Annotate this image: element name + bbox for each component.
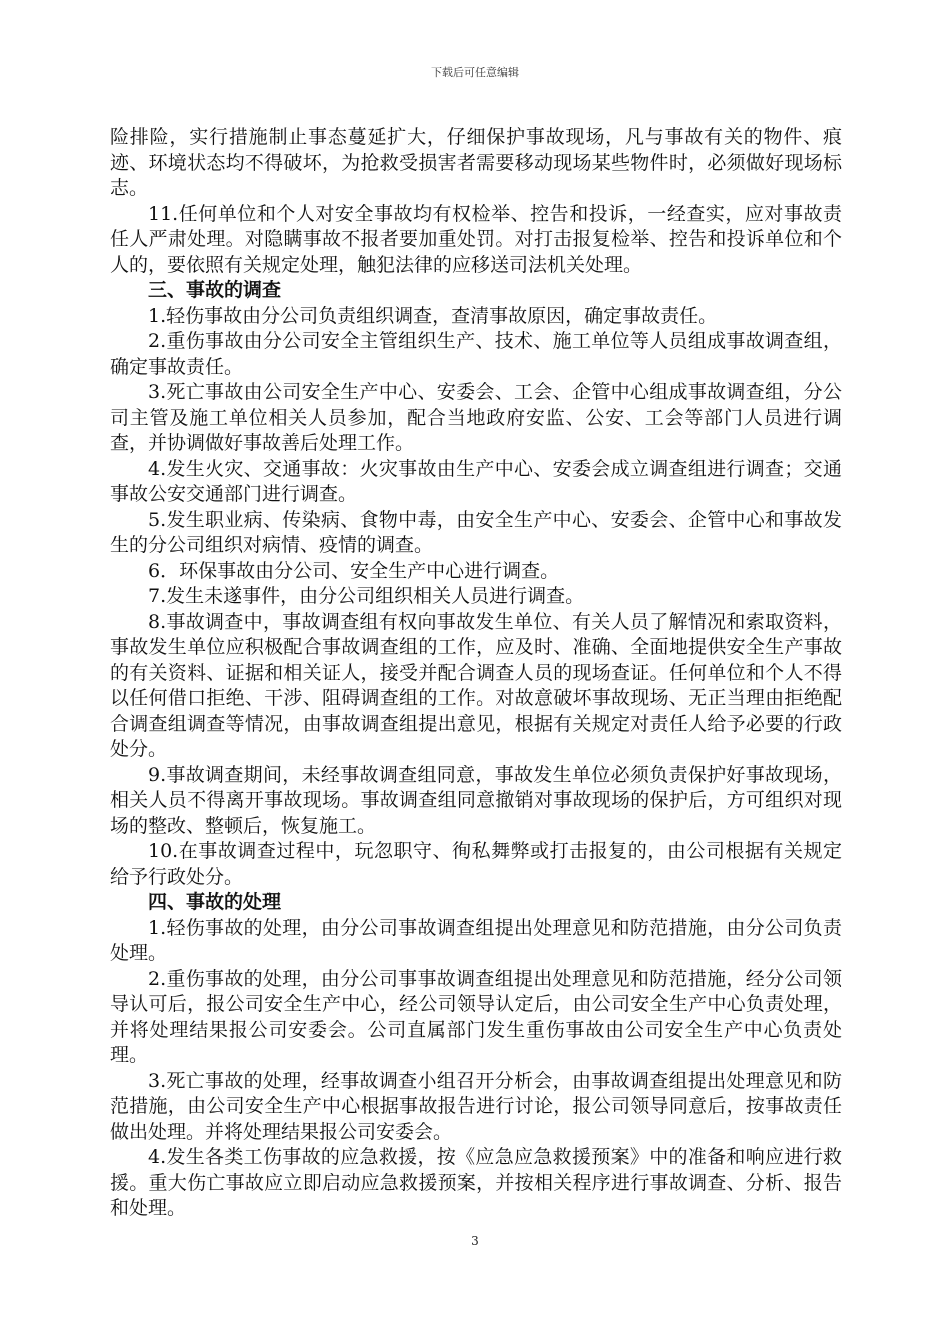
paragraph: 1.轻伤事故的处理，由分公司事故调查组提出处理意见和防范措施，由分公司负责处理。: [110, 916, 842, 964]
paragraph: 险排险，实行措施制止事态蔓延扩大，仔细保护事故现场，凡与事故有关的物件、痕迹、环境状态均不得破坏，为抢救受损害者需要移动现场某些物件时，必须做好现场标志。: [110, 126, 842, 199]
paragraph: 2.重伤事故由分公司安全主管组织生产、技术、施工单位等人员组成事故调查组，确定事故责任。: [110, 330, 842, 378]
paragraph: 11.任何单位和个人对安全事故均有权检举、控告和投诉，一经查实，应对事故责任人严肃处理。对隐瞒事故不报者要加重处罚。对打击报复检举、控告和投诉单位和个人的，要依照有关规定处理，触犯法律的应移送司法机关处理。: [110, 202, 842, 276]
paragraph: 10.在事故调查过程中，玩忽职守、徇私舞弊或打击报复的，由公司根据有关规定给予行政处分。: [110, 840, 842, 888]
paragraph: 3.死亡事故由公司安全生产中心、安委会、工会、企管中心组成事故调查组，分公司主管及施工单位相关人员参加，配合当地政府安监、公安、工会等部门人员进行调查，并协调做好事故善后处理工作。: [110, 381, 842, 454]
paragraph: 3.死亡事故的处理，经事故调查小组召开分析会，由事故调查组提出处理意见和防范措施，由公司安全生产中心根据事故报告进行讨论，报公司领导同意后，按事故责任做出处理。并将处理结果报公司安委会。: [110, 1069, 842, 1143]
page-number: 3: [471, 1234, 479, 1248]
paragraph: 1.轻伤事故由分公司负责组织调查，查清事故原因，确定事故责任。: [148, 304, 718, 327]
section-heading-handling: 四、事故的处理: [148, 891, 282, 913]
paragraph: 4.发生各类工伤事故的应急救援，按《应急应急救援预案》中的准备和响应进行救援。重大伤亡事故应立即启动应急救援预案，并按相关程序进行事故调查、分析、报告和处理。: [110, 1146, 842, 1219]
paragraph: 5.发生职业病、传染病、食物中毒，由安全生产中心、安委会、企管中心和事故发生的分公司组织对病情、疫情的调查。: [110, 508, 842, 556]
paragraph: 9.事故调查期间，未经事故调查组同意，事故发生单位必须负责保护好事故现场，相关人员不得离开事故现场。事故调查组同意撤销对事故现场的保护后，方可组织对现场的整改、整顿后，恢复施工。: [110, 763, 842, 837]
paragraph: 4.发生火灾、交通事故：火灾事故由生产中心、安委会成立调查组进行调查；交通事故公安交通部门进行调查。: [110, 457, 842, 505]
section-heading-investigation: 三、事故的调查: [148, 279, 282, 301]
paragraph: 7.发生未遂事件，由分公司组织相关人员进行调查。: [148, 585, 585, 607]
page-header: 下载后可任意编辑: [431, 66, 519, 79]
paragraph: 2.重伤事故的处理，由分公司事事故调查组提出处理意见和防范措施，经分公司领导认可后，报公司安全生产中心，经公司领导认定后，由公司安全生产中心负责处理，并将处理结果报公司安委会。公司直属部门发生重伤事故由公司安全生产中心负责处理。: [110, 967, 842, 1066]
paragraph: 8.事故调查中，事故调查组有权向事故发生单位、有关人员了解情况和索取资料，事故发生单位应积极配合事故调查组的工作，应及时、准确、全面地提供安全生产事故的有关资料、证据和相关证人，接受并配合调查人员的现场查证。任何单位和个人不得以任何借口拒绝、干涉、阻碍调查组的工作。对故意破坏事故现场、无正当理由拒绝配合调查组调查等情况，由事故调查组提出意见，根据有关规定对责任人给予必要的行政处分。: [110, 610, 842, 760]
document-body: [110, 125, 842, 1222]
paragraph: 6．环保事故由分公司、安全生产中心进行调查。: [148, 559, 560, 582]
